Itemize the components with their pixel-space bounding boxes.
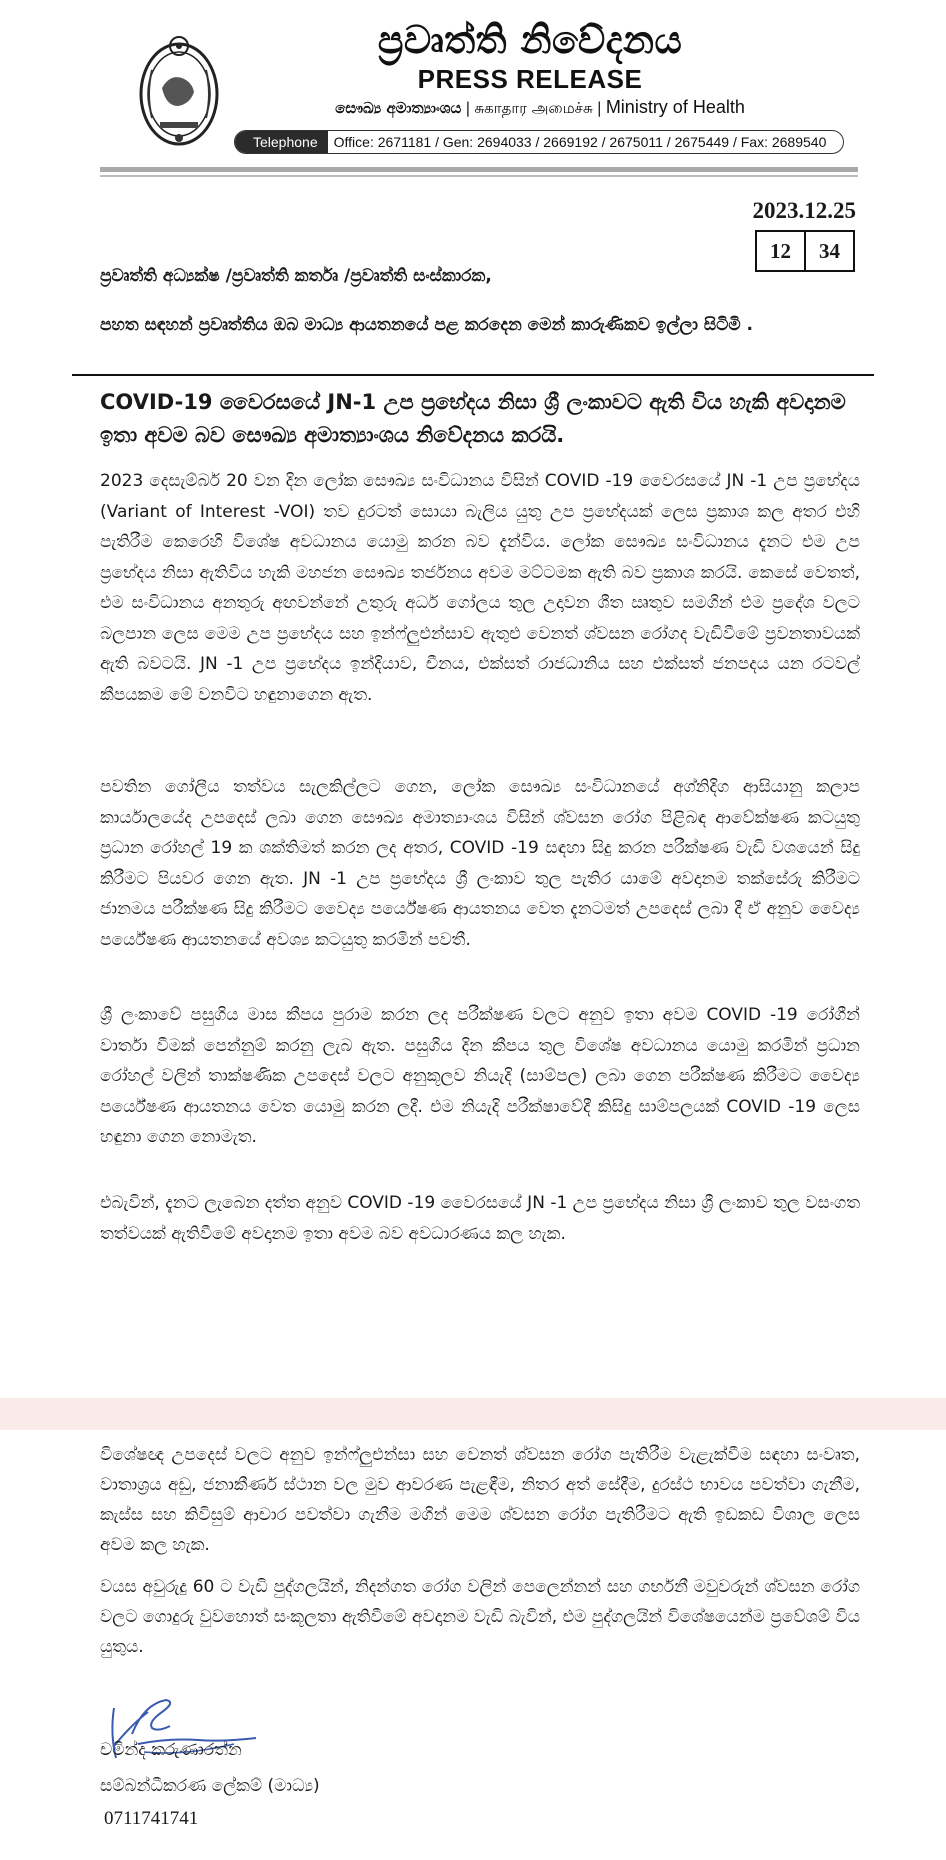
signatory-title: සම්බන්ධීකරණ ලේකම් (මාධ්‍ය) <box>100 1776 320 1796</box>
header-rule <box>100 167 858 172</box>
release-date: 2023.12.25 <box>752 198 856 223</box>
title-english: PRESS RELEASE <box>417 64 643 94</box>
paragraph-6: වයස අවුරුදු 60 ට වැඩි පුද්ගලයින්, නිදන්ගත රෝග වලින් පෙලෙන්නන් සහ ගර්භනී මවුවරුන් ශ්වසන රෝග වලට ගොදුරු වුවහොත් සංකූලතා ඇතිවීමේ අවදානම වැඩි බැවින්, එම පුද්ගලයින් විශේෂයෙන්ම ප්‍රවේශම් විය යුතුය. <box>100 1577 860 1657</box>
paragraph-1: 2023 දෙසැම්බර් 20 වන දින ලෝක සෞඛ්‍ය සංවිධානය විසින් COVID -19 වෛරසයේ JN -1 උප ප්‍රභේදය (Variant of Interest -VOI) තව දුරටත් සොයා බැලිය යුතු උප ප්‍රභේදයක් ලෙස ප්‍රකාශ කල අතර එහි පැතිරීම කෙරෙහි විශේෂ අවධානය යොමු කරන බව දැන්විය. ලෝක සෞඛ්‍ය සංවිධානය දැනට එම උප ප්‍රභේදය නිසා ඇතිවිය හැකි මහජන සෞඛ්‍ය තර්ජනය අවම මට්ටමක ඇති බව ප්‍රකාශ කරයි. කෙසේ වෙතත්, එම සංවිධානය අනතුරු අඟවන්නේ උතුරු අර්ධ ගෝලය තුල උදාවන ශීත ඍතුව සමගින් එම ප්‍රදේශ වලට බලපාන ලෙස මෙම උප ප්‍රභේදය සහ ඉන්ෆ්ලුඑන්සාව ඇතුළු වෙනත් ශ්වසන රෝගද වැඩිවීමේ ප්‍රවනතාවයක් ඇති බවටයි. JN -1 උප ප්‍රභේදය ඉන්දියාව, චීනය, එක්සත් රාජධානිය සහ එක්සත් ජනපදය යන රටවල් කීපයකම මේ වනවිට හඳුනාගෙන ඇත. <box>100 471 860 705</box>
title-sinhala: ප්‍රවෘත්ති නිවේදනය <box>377 18 683 62</box>
page-break-band <box>0 1398 946 1430</box>
telephone-bar <box>234 130 844 154</box>
telephone-label: Telephone <box>235 131 328 153</box>
headline: COVID-19 වෛරසයේ JN-1 උප ප්‍රභේදය නිසා ශ්‍රී ලංකාවට ඇති විය හැකි අවදානම ඉතා අවම බව සෞඛ්‍ය අමාත්‍යාංශය නිවේදනය කරයි. <box>100 390 846 447</box>
publication-request: පහත සඳහන් ප්‍රවෘත්තිය ඔබ මාධ්‍ය ආයතනයේ පළ කරදෙන මෙන් කාරුණිකව ඉල්ලා සිටිමි . <box>100 315 753 335</box>
paragraph-2: පවතින ගෝලීය තත්වය සැලකිල්ලට ගෙන, ලෝක සෞඛ්‍ය සංවිධානයේ අග්නිදිග ආසියානු කලාප කාර්යාලයේද උපදෙස් ලබා ගෙන සෞඛ්‍ය අමාත්‍යාංශය විසින් ශ්වසන රෝග පිළිබඳ ආවේක්ෂණ කටයුතු ප්‍රධාන රෝහල් 19 ක ශක්තිමත් කරන ලද අතර, COVID -19 සඳහා සිදු කරන පරීක්ෂණ වැඩි වශයෙන් සිදු කිරීමට පියවර ගෙන ඇත. JN -1 උප ප්‍රභේදය ශ්‍රී ලංකාව තුල පැතිර යාමේ අවදානම තක්සේරු කිරීමට ජානමය පරීක්ෂණ සිදු කිරීමට වෛද්‍ය පර්යේෂණ ආයතනය වෙත දැනටමත් උපදෙස් ලබා දී ඒ අනුව වෛද්‍ය පර්යේෂණ ආයතනයේ අවශ්‍ය කටයුතු කරමින් පවතී. <box>100 777 860 950</box>
reference-box <box>755 230 855 272</box>
ministry-line: සෞඛ්‍ය අමාත්‍යාංශය | சுகாதார அமைச்சு | Ministry of Health <box>335 97 745 117</box>
ministry-sinhala: සෞඛ්‍ය අමාත්‍යාංශය <box>335 99 462 117</box>
section-divider <box>72 374 874 376</box>
header-rule-thin <box>100 175 858 177</box>
signatory-phone: 0711741741 <box>104 1808 199 1829</box>
reference-number-a: 12 <box>757 232 806 270</box>
sri-lanka-emblem-logo <box>138 30 220 152</box>
paragraph-4: එබැවින්, දැනට ලැබෙන දත්ත අනුව COVID -19 වෛරසයේ JN -1 උප ප්‍රභේදය නිසා ශ්‍රී ලංකාව තුල වසංගත තත්වයක් ඇතිවීමේ අවදානම ඉතා අවම බව අවධාරණය කල හැක. <box>100 1193 860 1244</box>
ministry-english: Ministry of Health <box>605 97 745 117</box>
ministry-tamil: சுகாதார அமைச்சு <box>474 99 593 117</box>
reference-number-b: 34 <box>819 238 840 263</box>
telephone-numbers: Office: 2671181 / Gen: 2694033 / 2669192 / 2675011 / 2675449 / Fax: 2689540 <box>333 134 827 150</box>
paragraph-3: ශ්‍රී ලංකාවේ පසුගිය මාස කීපය පුරාම කරන ලද පරීක්ෂණ වලට අනුව ඉතා අවම COVID -19 රෝගීන් වාර්තා වීමක් පෙන්නුම් කරනු ලැබ ඇත. පසුගිය දින කීපය තුල විශේෂ අවධානය යොමු කරමින් ප්‍රධාන රෝහල් වලින් තාක්ෂණික උපදෙස් වලට අනුකූලව නියැදි (සාම්පල) ලබා ගෙන පරීක්ෂණ කිරීමට වෛද්‍ය පර්යේෂණ ආයතනය වෙත යොමු කරන ලදී. එම නියැදි පරීක්ෂාවේදී කිසිදු සාම්පලයක් COVID -19 ලෙස හඳුනා ගෙන නොමැත. <box>100 1005 860 1147</box>
signatory-name: චමින්ද කරුණාරත්න <box>100 1740 242 1760</box>
paragraph-5: විශේෂඥ උපදෙස් වලට අනුව ඉන්ෆ්ලුඑන්සා සහ වෙනත් ශ්වසන රෝග පැතිරීම වැළැක්වීම සඳහා සංවෘත, වාතාශ්‍රය අඩු, ජනාකීර්ණ ස්ථාන වල මුව ආවරණ පැළඳීම, නිතර අත් සේදීම, දුරස්ථ භාවය පවත්වා ගැනීම, කැස්ස සහ කිවිසුම් ආචාර පවත්වා ගැනීම මගින් මෙම ශ්වසන රෝග පැතිරීමට ඇති ඉඩකඩ විශාල ලෙස අවම කල හැක. <box>100 1445 860 1555</box>
recipients-line: ප්‍රවෘත්ති අධ්‍යක්ෂ /ප්‍රවෘත්ති කර්තෘ /ප්‍රවෘත්ති සංස්කාරක, <box>100 266 492 286</box>
